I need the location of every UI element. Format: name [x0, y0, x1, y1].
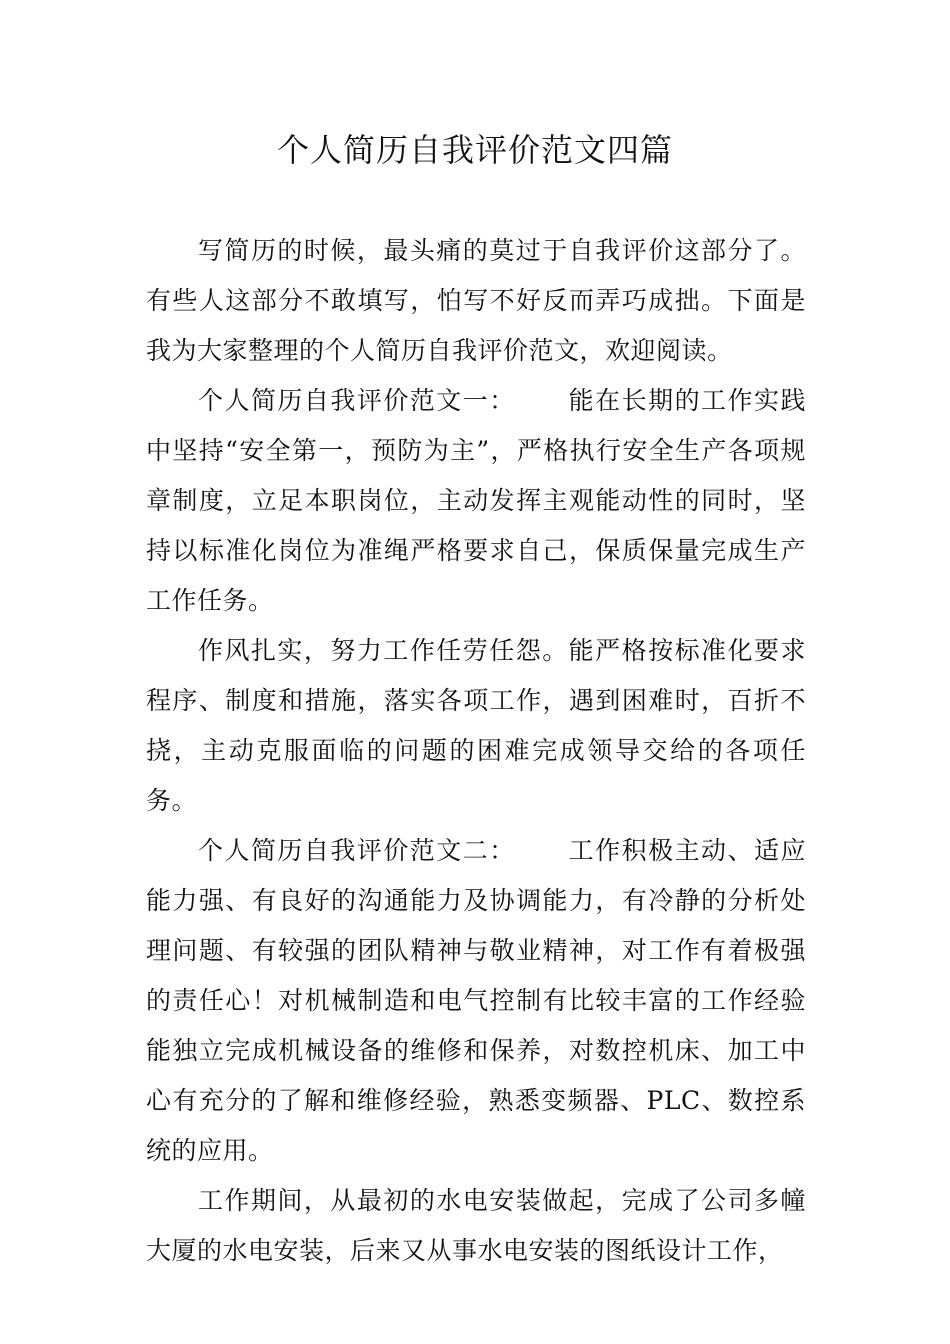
document-body	[146, 226, 806, 1276]
paragraph-text: 能在长期的工作实践中坚持“安全第一，预防为主”，严格执行安全生产各项规章制度，立足本职岗位，主动发挥主观能动性的同时，坚持以标准化岗位为准绳严格要求自己，保质保量完成生产工作任务。	[146, 386, 806, 615]
section-heading: 个人简历自我评价范文一：	[198, 386, 516, 415]
paragraph-text: 工作积极主动、适应能力强、有良好的沟通能力及协调能力，有冷静的分析处理问题、有较强的团队精神与敬业精神，对工作有着极强的责任心！对机械制造和电气控制有比较丰富的工作经验能独立完成机械设备的维修和保养，对数控机床、加工中心有充分的了解和维修经验，熟悉变频器、PLC、数控系统的应用。	[146, 836, 806, 1165]
intro-paragraph	[146, 226, 806, 376]
paragraph-text: 工作期间，从最初的水电安装做起，完成了公司多幢大厦的水电安装，后来又从事水电安装的图纸设计工作，	[146, 1186, 806, 1265]
paragraph-text: 作风扎实，努力工作任劳任怨。能严格按标准化要求程序、制度和措施，落实各项工作，遇到困难时，百折不挠，主动克服面临的问题的困难完成领导交给的各项任务。	[146, 636, 806, 815]
sample-one-paragraph	[146, 376, 806, 626]
work-period-paragraph	[146, 1176, 806, 1276]
document-title: 个人简历自我评价范文四篇	[276, 131, 673, 169]
section-heading: 个人简历自我评价范文二：	[198, 836, 516, 865]
work-style-paragraph	[146, 626, 806, 826]
paragraph-text: 写简历的时候，最头痛的莫过于自我评价这部分了。有些人这部分不敢填写，怕写不好反而弄巧成拙。下面是我为大家整理的个人简历自我评价范文，欢迎阅读。	[146, 236, 806, 365]
sample-two-paragraph	[146, 826, 806, 1176]
